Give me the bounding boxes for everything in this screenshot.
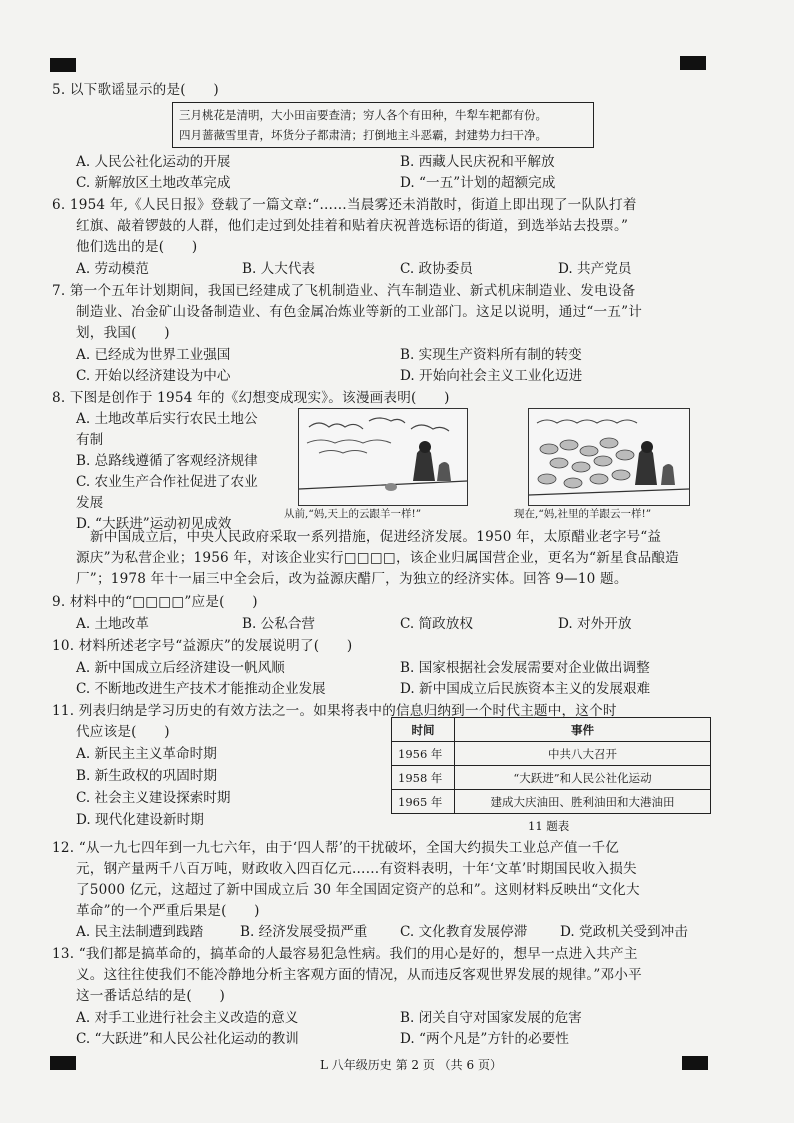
song-lyrics-box [172, 102, 594, 148]
option-d: D. 现代化建设新时期 [76, 812, 204, 828]
option-d: D. 开始向社会主义工业化迈进 [400, 368, 583, 384]
option-a: A. 民主法制遭到践踏 [76, 924, 204, 940]
question-6-line: 6. 1954 年,《人民日报》登载了一篇文章:“……当晨雾还未消散时，街道上即出现了一队队打着 [52, 197, 637, 213]
registration-mark [682, 1056, 708, 1070]
registration-mark [50, 58, 76, 72]
table-cell: 中共八大召开 [455, 742, 711, 766]
table-row [392, 766, 711, 790]
question-12-line: 12. “从一九七四年到一九七六年，由于‘四人帮’的干扰破坏，全国大约损失工业总产值一千亿 [52, 840, 620, 856]
cartoon-before-drawing [299, 409, 467, 505]
lyrics-line: 三月桃花是清明，大小田亩要查清；穷人各个有田种，牛犁车耙都有份。 [179, 108, 547, 122]
table-cell: 1958 年 [392, 766, 455, 790]
question-12-line: 元，钢产量两千八百万吨，财政收入四百亿元……有资料表明，十年‘文革’时期国民收入损失 [76, 861, 637, 877]
option-a: A. 对手工业进行社会主义改造的意义 [76, 1010, 299, 1026]
option-c: C. 社会主义建设探索时期 [76, 790, 231, 806]
question-11-line: 代应该是( ) [76, 724, 170, 740]
option-b: B. 公私合营 [242, 616, 316, 632]
question-12-line: 革命”的一个严重后果是( ) [76, 903, 260, 919]
events-table [391, 717, 711, 814]
question-11-line: 11. 列表归纳是学习历史的有效方法之一。如果将表中的信息归纳到一个时代主题中，这个时 [52, 703, 617, 719]
option-d: D. 共产党员 [558, 261, 632, 277]
option-c: C. 开始以经济建设为中心 [76, 368, 231, 384]
option-b: B. 新生政权的巩固时期 [76, 768, 217, 784]
question-6-line: 红旗、敲着锣鼓的人群，他们走过到处挂着和贴着庆祝普选标语的街道，到选举站去投票。” [76, 218, 629, 234]
option-c: C. “大跃进”和人民公社化运动的教训 [76, 1031, 299, 1047]
cartoon-after-caption: 现在,“妈,社里的羊跟云一样!” [514, 508, 652, 520]
table-row [392, 742, 711, 766]
option-a: A. 土地改革后实行农民土地公 [76, 411, 258, 427]
option-c: C. 不断地改进生产技术才能推动企业发展 [76, 681, 326, 697]
option-b: B. 人大代表 [242, 261, 316, 277]
question-13-line: 13. “我们都是搞革命的，搞革命的人最容易犯急性病。我们的用心是好的，想早一点进入共产主 [52, 946, 638, 962]
option-a: A. 已经成为世界工业强国 [76, 347, 231, 363]
option-d: D. 对外开放 [558, 616, 632, 632]
option-a-cont: 有制 [76, 432, 104, 448]
registration-mark [50, 1056, 76, 1070]
question-9-stem: 9. 材料中的“□□□□”应是( ) [52, 594, 258, 610]
option-d: D. “一五”计划的超额完成 [400, 175, 556, 191]
option-c: C. 新解放区土地改革完成 [76, 175, 231, 191]
cartoon-before [298, 408, 468, 506]
table-header: 时间 [392, 718, 455, 742]
option-b: B. 闭关自守对国家发展的危害 [400, 1010, 582, 1026]
question-6-line: 他们选出的是( ) [76, 239, 198, 255]
option-d: D. “大跃进”运动初见成效 [76, 516, 232, 532]
table-caption: 11 题表 [528, 819, 570, 833]
cartoon-after-drawing [529, 409, 689, 505]
table-row [392, 790, 711, 814]
option-b: B. 国家根据社会发展需要对企业做出调整 [400, 660, 650, 676]
option-c-cont: 发展 [76, 495, 104, 511]
option-a: A. 劳动模范 [76, 261, 149, 277]
option-d: D. 新中国成立后民族资本主义的发展艰难 [400, 681, 651, 697]
question-10-stem: 10. 材料所述老字号“益源庆”的发展说明了( ) [52, 638, 353, 654]
material-line: 源庆”为私营企业；1956 年，对该企业实行□□□□，该企业归属国营企业，更名为“新星食品酿造 [76, 550, 679, 566]
material-line: 厂”；1978 年十一届三中全会后，改为益源庆醋厂，为独立的经济实体。回答 9—10 题。 [76, 571, 628, 587]
option-c: C. 农业生产合作社促进了农业 [76, 474, 258, 490]
option-a: A. 人民公社化运动的开展 [76, 154, 231, 170]
option-b: B. 总路线遵循了客观经济规律 [76, 453, 258, 469]
option-a: A. 新民主主义革命时期 [76, 746, 217, 762]
question-7-line: 7. 第一个五年计划期间，我国已经建成了飞机制造业、汽车制造业、新式机床制造业、发电设备 [52, 283, 636, 299]
table-cell: “大跃进”和人民公社化运动 [455, 766, 711, 790]
table-header-row [392, 718, 711, 742]
question-7-line: 划，我国( ) [76, 325, 170, 341]
question-8-stem: 8. 下图是创作于 1954 年的《幻想变成现实》。该漫画表明( ) [52, 390, 450, 406]
option-c: C. 政协委员 [400, 261, 473, 277]
cartoon-before-caption: 从前,“妈,天上的云跟羊一样!” [284, 508, 422, 520]
option-b: B. 经济发展受损严重 [240, 924, 368, 940]
table-cell: 1965 年 [392, 790, 455, 814]
question-7-line: 制造业、冶金矿山设备制造业、有色金属冶炼业等新的工业部门。这足以说明，通过“一五”计 [76, 304, 643, 320]
option-c: C. 简政放权 [400, 616, 473, 632]
table-header: 事件 [455, 718, 711, 742]
option-b: B. 西藏人民庆祝和平解放 [400, 154, 555, 170]
material-line: 新中国成立后，中央人民政府采取一系列措施，促进经济发展。1950 年，太原醋业老字号“益 [90, 529, 662, 545]
cartoon-after [528, 408, 690, 506]
table-cell: 建成大庆油田、胜利油田和大港油田 [455, 790, 711, 814]
table-cell: 1956 年 [392, 742, 455, 766]
option-c: C. 文化教育发展停滞 [400, 924, 528, 940]
question-13-line: 义。这往往使我们不能冷静地分析主客观方面的情况，从而违反客观世界发展的规律。”邓小平 [76, 967, 642, 983]
option-d: D. 党政机关受到冲击 [560, 924, 688, 940]
lyrics-line: 四月蔷薇雪里青，坏货分子都肃清；打倒地主斗恶霸，封建势力扫干净。 [179, 128, 547, 142]
question-5-stem: 5. 以下歌谣显示的是( ) [52, 82, 219, 98]
option-b: B. 实现生产资料所有制的转变 [400, 347, 582, 363]
option-d: D. “两个凡是”方针的必要性 [400, 1031, 569, 1047]
option-a: A. 新中国成立后经济建设一帆风顺 [76, 660, 285, 676]
page-footer: L 八年级历史 第 2 页 （共 6 页） [320, 1058, 502, 1072]
question-13-line: 这一番话总结的是( ) [76, 988, 225, 1004]
question-12-line: 了5000 亿元，这超过了新中国成立后 30 年全国固定资产的总和”。这则材料反映出“文化大 [76, 882, 640, 898]
registration-mark [680, 56, 706, 70]
option-a: A. 土地改革 [76, 616, 149, 632]
